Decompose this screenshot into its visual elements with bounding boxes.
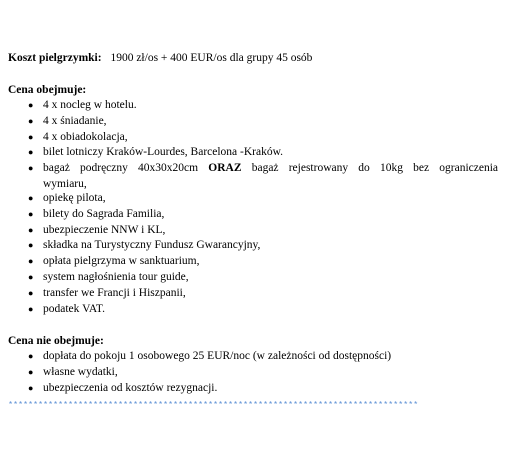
includes-list — [8, 98, 498, 317]
list-item-text: 4 x obiadokolacja, — [43, 130, 128, 143]
list-item — [8, 145, 498, 161]
list-item-text: system nagłośnienia tour guide, — [43, 270, 189, 283]
list-item — [8, 286, 498, 302]
list-item — [8, 238, 498, 254]
cost-line — [8, 50, 498, 66]
includes-title: Cena obejmuje: — [8, 84, 87, 96]
bullet-icon: ● — [28, 147, 34, 158]
list-item-text: opiekę pilota, — [43, 191, 106, 204]
bullet-icon: ● — [28, 208, 34, 219]
list-item — [8, 223, 498, 239]
list-item — [8, 381, 498, 397]
list-item-text: opłata pielgrzyma w sanktuarium, — [43, 255, 200, 268]
luggage-second-line: wymiaru, — [43, 177, 87, 190]
list-item — [8, 365, 498, 381]
list-item — [8, 349, 498, 365]
list-item-text: bilety do Sagrada Familia, — [43, 207, 165, 220]
list-item-text: transfer we Francji i Hiszpanii, — [43, 286, 186, 299]
list-item — [8, 254, 498, 270]
bullet-icon: ● — [28, 131, 34, 142]
bullet-icon: ● — [28, 224, 34, 235]
list-item — [8, 207, 498, 223]
bullet-icon: ● — [28, 303, 34, 314]
list-item-luggage — [8, 161, 498, 177]
list-item — [8, 114, 498, 130]
bullet-icon: ● — [28, 287, 34, 298]
document-body — [8, 50, 498, 411]
list-item — [8, 98, 498, 114]
bullet-icon: ● — [28, 163, 34, 174]
bullet-icon: ● — [28, 382, 34, 393]
list-item-text: ubezpieczenie NNW i KL, — [43, 223, 166, 236]
list-item-text: dopłata do pokoju 1 osobowego 25 EUR/noc (w zależności od dostępności) — [43, 350, 392, 363]
bullet-icon: ● — [28, 351, 34, 362]
list-item-text: własne wydatki, — [43, 366, 118, 379]
list-item-text: bagaż podręczny 40x30x20cm — [43, 162, 199, 175]
bullet-icon: ● — [28, 256, 34, 267]
list-item-text: 4 x śniadanie, — [43, 114, 107, 127]
bullet-icon: ● — [28, 240, 34, 251]
asterisk-divider: ********************************************************************************** — [8, 399, 419, 410]
list-item — [8, 270, 498, 286]
bullet-icon: ● — [28, 271, 34, 282]
luggage-rest-text: bagaż rejestrowany do 10kg bez ograniczenia — [251, 162, 499, 175]
bullet-icon: ● — [28, 115, 34, 126]
cost-value: 1900 zł/os + 400 EUR/os dla grupy 45 osób — [110, 52, 313, 64]
list-item — [8, 191, 498, 207]
list-item — [8, 302, 498, 318]
bullet-icon: ● — [28, 100, 34, 110]
list-item-text: podatek VAT. — [43, 302, 105, 315]
luggage-bold-text: ORAZ — [208, 162, 242, 175]
cost-label: Koszt pielgrzymki: — [8, 52, 102, 64]
list-item-text: bilet lotniczy Kraków-Lourdes, Barcelona -Kraków. — [43, 146, 284, 159]
excludes-title: Cena nie obejmuje: — [8, 335, 104, 348]
list-item — [8, 130, 498, 146]
list-item-text: 4 x nocleg w hotelu. — [43, 99, 137, 111]
list-item-text: ubezpieczenia od kosztów rezygnacji. — [43, 381, 218, 394]
list-item-text: składka na Turystyczny Fundusz Gwarancyjny, — [43, 239, 261, 252]
bullet-icon: ● — [28, 192, 34, 203]
bullet-icon: ● — [28, 367, 34, 378]
excludes-list — [8, 349, 498, 396]
